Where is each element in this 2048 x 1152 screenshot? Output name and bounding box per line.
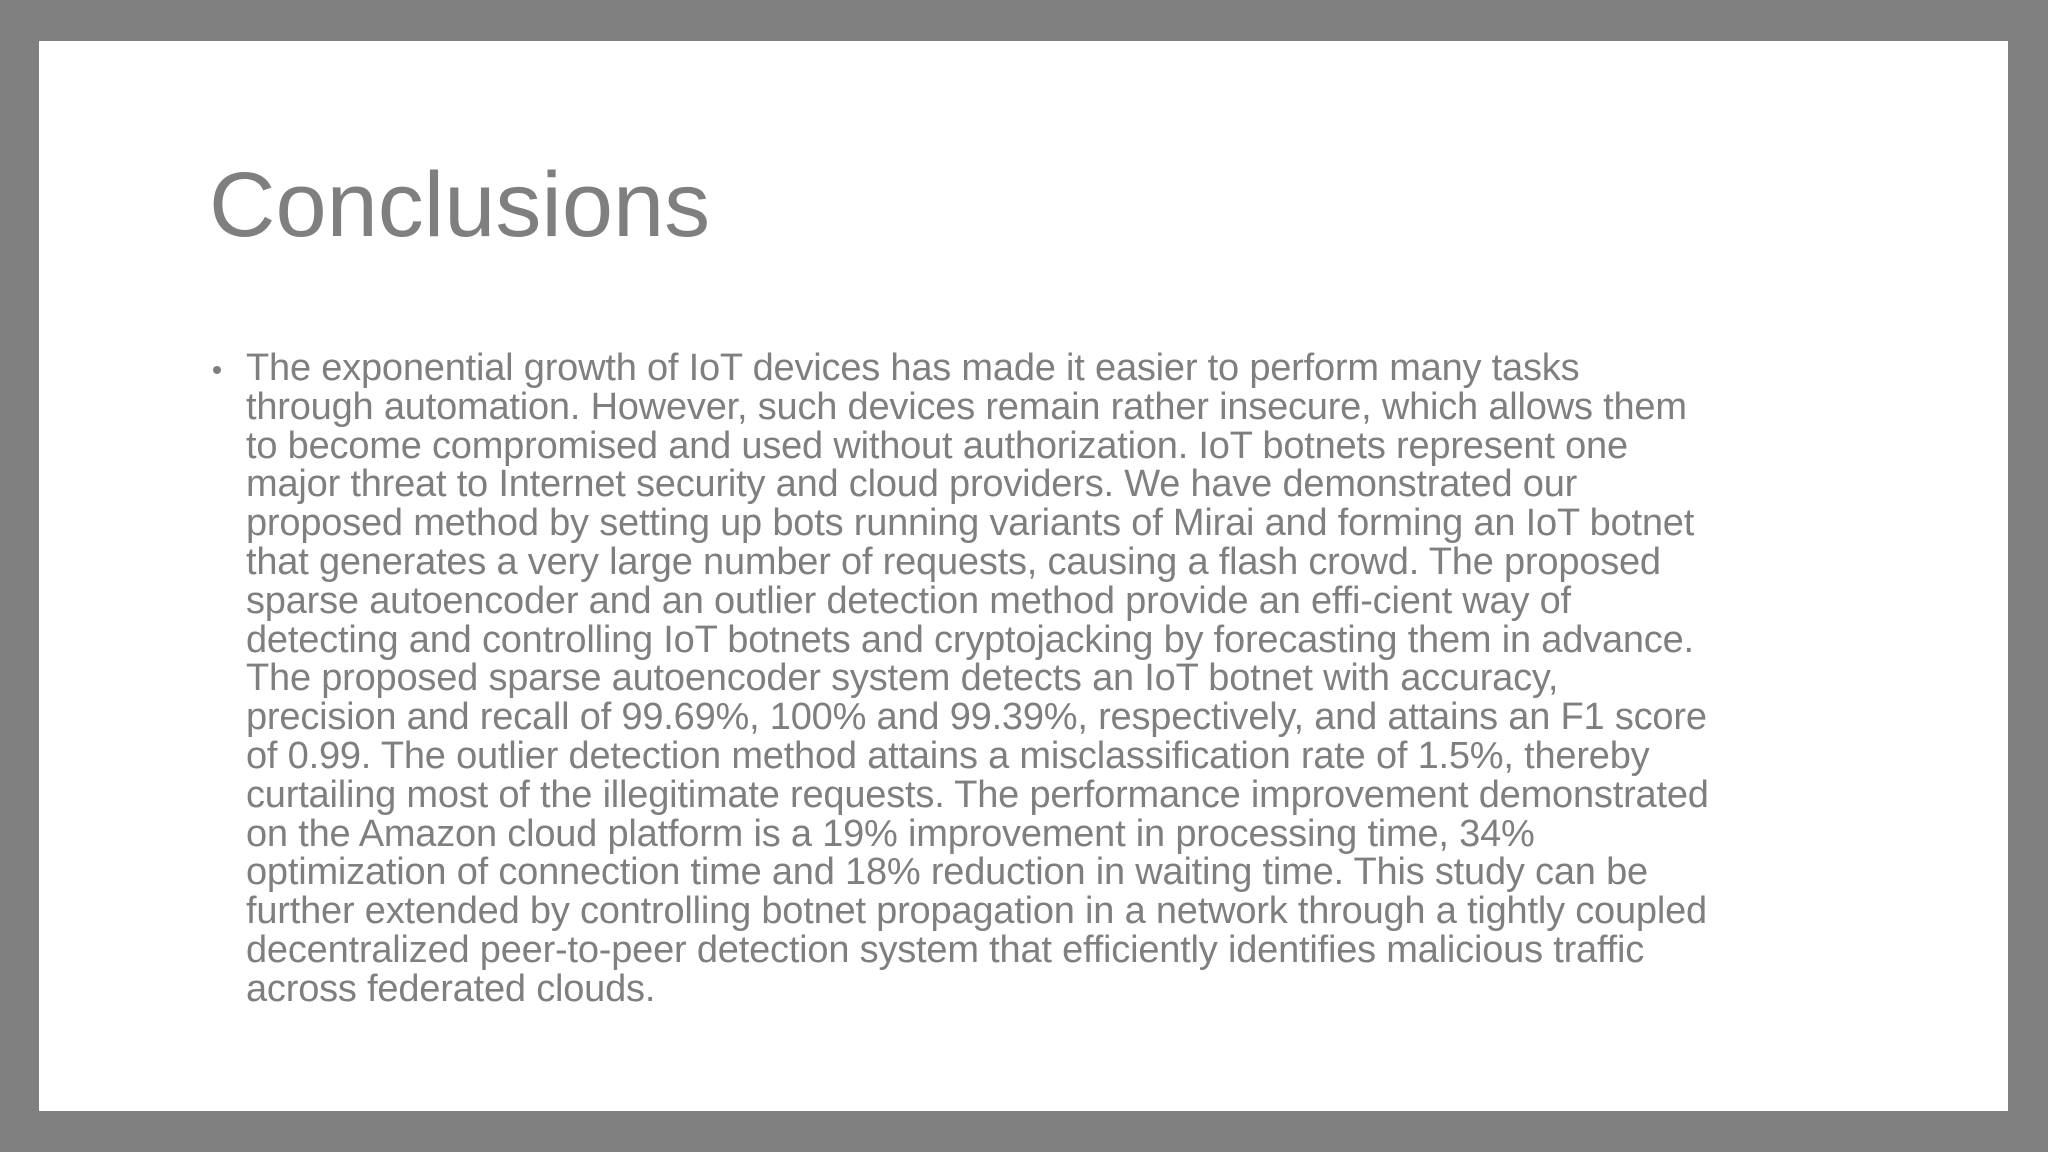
bullet-text-line: on the Amazon cloud platform is a 19% improvement in processing time, 34% (246, 812, 1535, 855)
bullet-text-line: curtailing most of the illegitimate requests. The performance improvement demonstrated (246, 773, 1709, 816)
bullet-text-line: of 0.99. The outlier detection method attains a misclassification rate of 1.5%, thereby (246, 734, 1650, 777)
bullet-item (209, 349, 1889, 1009)
bullet-text-line: sparse autoencoder and an outlier detection method provide an effi-cient way of (246, 579, 1571, 622)
bullet-dot-icon (213, 366, 221, 374)
bullet-text-line: that generates a very large number of requests, causing a flash crowd. The proposed (246, 540, 1661, 583)
bullet-text-line: decentralized peer-to-peer detection system that efficiently identifies malicious traffic (246, 928, 1645, 971)
bullet-text-line: through automation. However, such devices remain rather insecure, which allows them (246, 385, 1687, 428)
bullet-text-line: detecting and controlling IoT botnets and cryptojacking by forecasting them in advance. (246, 618, 1694, 661)
bullet-text-line: major threat to Internet security and cloud providers. We have demonstrated our (246, 463, 1578, 506)
bullet-text-line: The exponential growth of IoT devices has made it easier to perform many tasks (246, 347, 1580, 389)
bullet-text-line: further extended by controlling botnet propagation in a network through a tightly coupled (246, 890, 1707, 933)
bullet-text-line: to become compromised and used without authorization. IoT botnets represent one (246, 424, 1628, 467)
bullet-text-line: across federated clouds. (246, 967, 656, 1010)
bullet-text-line: optimization of connection time and 18% reduction in waiting time. This study can be (246, 851, 1648, 894)
bullet-text-line: The proposed sparse autoencoder system detects an IoT botnet with accuracy, (246, 657, 1559, 700)
bullet-text-line: precision and recall of 99.69%, 100% and 99.39%, respectively, and attains an F1 score (246, 696, 1707, 739)
slide (39, 41, 2008, 1111)
bullet-list (209, 349, 1889, 1009)
slide-title: Conclusions (209, 154, 711, 256)
bullet-text-line: proposed method by setting up bots running variants of Mirai and forming an IoT botnet (246, 502, 1695, 545)
